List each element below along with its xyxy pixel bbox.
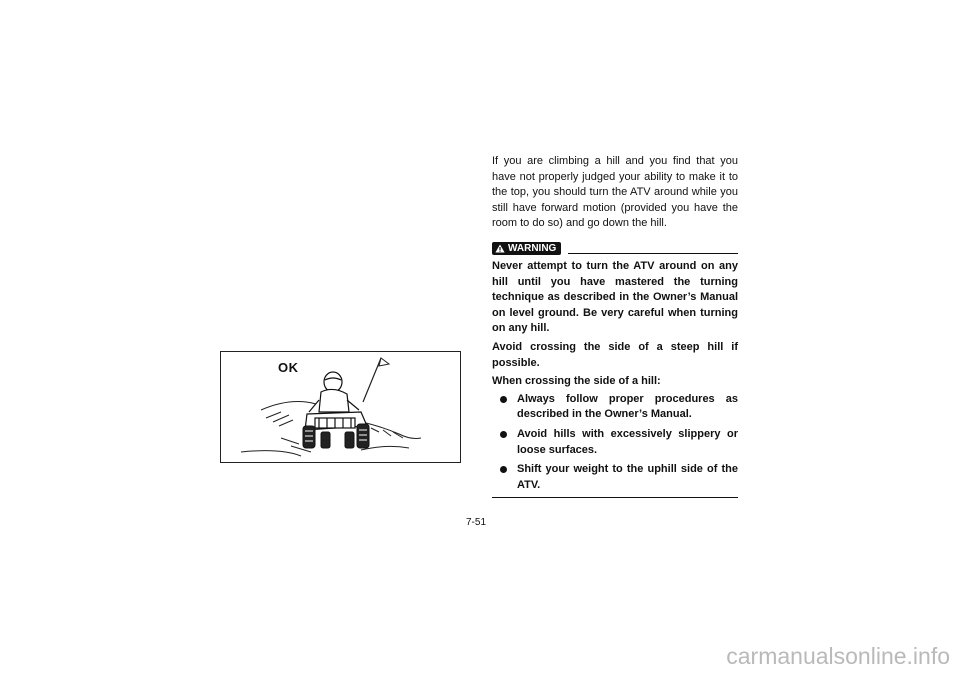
atv-illustration-figure [220, 351, 461, 463]
page-number: 7-51 [466, 517, 487, 528]
warning-paragraph: When crossing the side of a hill: [492, 375, 661, 388]
figure-ok-label: OK [278, 360, 299, 375]
bullet-icon [500, 466, 507, 473]
list-item: Avoid hills with excessively slippery or loose surfaces. [492, 427, 738, 458]
intro-paragraph: If you are climbing a hill and you find that you have not properly judged your ability to make it to the top, you should turn the ATV around while you still have forward motion (provided you have the room to do so) and go down the hill. [492, 155, 738, 230]
warning-rule [568, 253, 738, 254]
watermark: carmanualsonline.info [726, 643, 950, 669]
warning-triangle-icon [495, 244, 505, 253]
list-item: Shift your weight to the uphill side of the ATV. [492, 462, 738, 493]
list-item: Always follow proper procedures as described in the Owner’s Manual. [492, 392, 738, 423]
text-column [492, 154, 738, 498]
atv-rider-illustration [221, 352, 461, 463]
warning-paragraph: Never attempt to turn the ATV around on any hill until you have mastered the turning technique as described in the Owner’s Manual on level ground. Be very careful when turning on any hill. [492, 259, 738, 335]
warning-header [492, 242, 738, 255]
warning-label: WARNING [508, 242, 557, 254]
warning-badge [492, 242, 561, 255]
warning-end-rule [492, 497, 738, 498]
bullet-icon [500, 396, 507, 403]
bullet-icon [500, 431, 507, 438]
warning-bullet-list [492, 392, 738, 494]
warning-paragraph: Avoid crossing the side of a steep hill if possible. [492, 340, 738, 369]
